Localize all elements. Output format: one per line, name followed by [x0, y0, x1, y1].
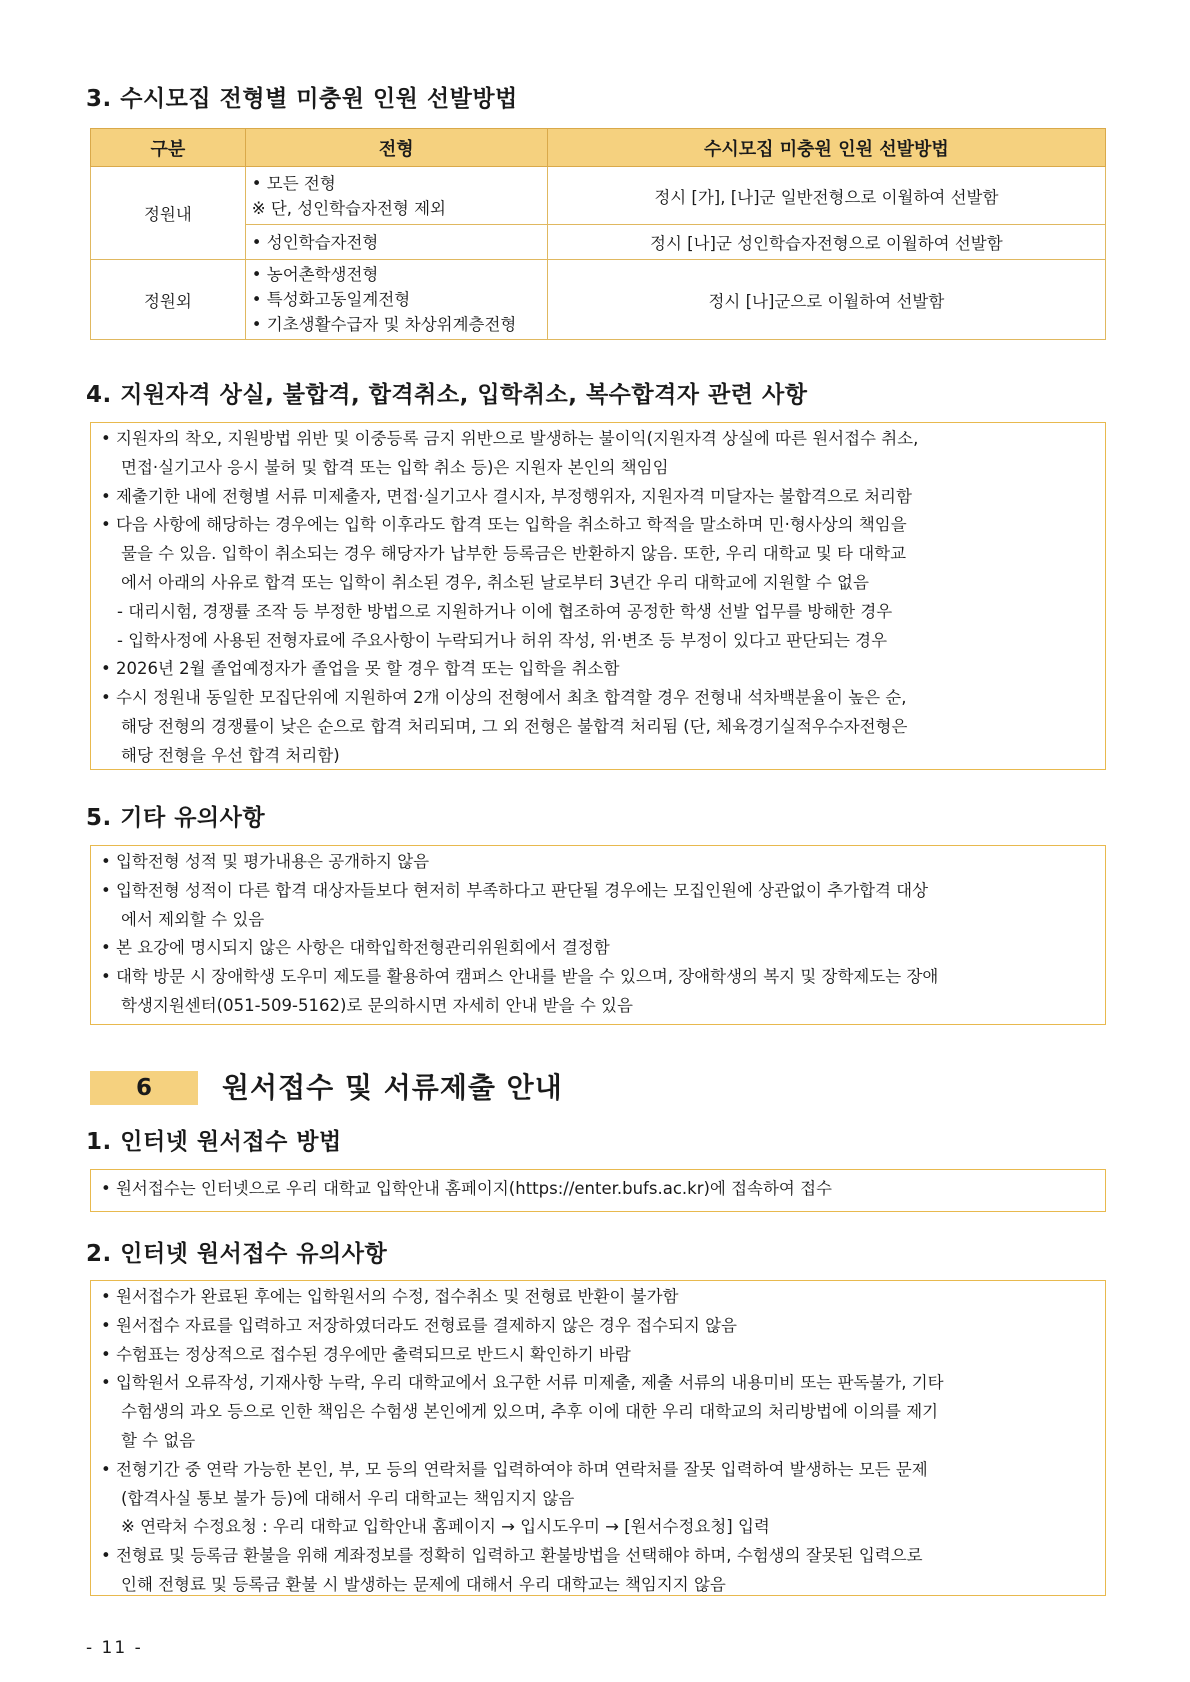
- list-item: • 전형기간 중 연락 가능한 본인, 부, 모 등의 연락처를 입력하여야 하며 연락처를 잘못 입력하여 발생하는 모든 문제: [101, 1459, 928, 1479]
- list-item: • 2026년 2월 졸업예정자가 졸업을 못 할 경우 합격 또는 입학을 취소함: [101, 659, 620, 679]
- type-cell: [245, 167, 547, 225]
- online-application-notes-box: [90, 1280, 1106, 1596]
- selection-method-table: [90, 128, 1106, 340]
- list-item-continued: 학생지원센터(051-509-5162)로 문의하시면 자세히 안내 받을 수 있음: [121, 995, 633, 1015]
- group-cell: 정원내: [91, 167, 246, 260]
- type-line: • 기초생활수급자 및 차상위계층전형: [251, 315, 517, 334]
- list-item-continued: 면접·실기고사 응시 불허 및 합격 또는 입학 취소 등)은 지원자 본인의 책임임: [121, 457, 669, 477]
- group-cell: 정원외: [91, 260, 246, 340]
- type-line: • 특성화고동일계전형: [251, 290, 411, 309]
- list-item: • 입학원서 오류작성, 기재사항 누락, 우리 대학교에서 요구한 서류 미제출, 제출 서류의 내용미비 또는 판독불가, 기타: [101, 1373, 944, 1393]
- sub-list-item: - 입학사정에 사용된 전형자료에 주요사항이 누락되거나 허위 작성, 위·변조 등 부정이 있다고 판단되는 경우: [117, 630, 888, 650]
- list-item: • 다음 사항에 해당하는 경우에는 입학 이후라도 합격 또는 입학을 취소하고 학적을 말소하며 민·형사상의 책임을: [101, 515, 907, 535]
- type-cell: [245, 260, 547, 340]
- type-note: ※ 단, 성인학습자전형 제외: [251, 198, 446, 218]
- list-item: • 제출기한 내에 전형별 서류 미제출자, 면접·실기고사 결시자, 부정행위자, 지원자격 미달자는 불합격으로 처리함: [101, 486, 912, 506]
- method-cell: 정시 [나]군으로 이월하여 선발함: [547, 260, 1105, 340]
- list-item: • 원서접수 자료를 입력하고 저장하였더라도 전형료를 결제하지 않은 경우 접수되지 않음: [101, 1315, 737, 1335]
- list-item: • 지원자의 착오, 지원방법 위반 및 이중등록 금지 위반으로 발생하는 불이익(지원자격 상실에 따른 원서접수 취소,: [101, 429, 919, 448]
- sub-list-item: - 대리시험, 경쟁률 조작 등 부정한 방법으로 지원하거나 이에 협조하여 공정한 학생 선발 업무를 방해한 경우: [117, 601, 893, 621]
- list-item-continued: 물을 수 있음. 입학이 취소되는 경우 해당자가 납부한 등록금은 반환하지 않음. 또한, 우리 대학교 및 타 대학교: [121, 544, 907, 564]
- list-item: • 원서접수는 인터넷으로 우리 대학교 입학안내 홈페이지(https://enter.bufs.ac.kr)에 접속하여 접수: [101, 1179, 832, 1198]
- list-item-continued: 에서 아래의 사유로 합격 또는 입학이 취소된 경우, 취소된 날로부터 3년간 우리 대학교에 지원할 수 없음: [121, 572, 869, 592]
- list-item-continued: 할 수 없음: [121, 1430, 196, 1450]
- online-application-method-box: [90, 1169, 1106, 1212]
- type-line: • 성인학습자전형: [251, 232, 379, 252]
- list-item: • 입학전형 성적 및 평가내용은 공개하지 않음: [101, 852, 430, 871]
- subsection-6-1-title: 1. 인터넷 원서접수 방법: [86, 1129, 342, 1155]
- list-item: • 전형료 및 등록금 환불을 위해 계좌정보를 정확히 입력하고 환불방법을 선택해야 하며, 수험생의 잘못된 입력으로: [101, 1546, 923, 1566]
- list-item: • 수험표는 정상적으로 접수된 경우에만 출력되므로 반드시 확인하기 바람: [101, 1344, 631, 1364]
- table-header-cell: 전형: [245, 129, 547, 167]
- list-item-continued: 해당 전형의 경쟁률이 낮은 순으로 합격 처리되며, 그 외 전형은 불합격 처리됨 (단, 체육경기실적우수자전형은: [121, 716, 908, 736]
- table-header-cell: 수시모집 미충원 인원 선발방법: [547, 129, 1105, 167]
- list-item-continued: (합격사실 통보 불가 등)에 대해서 우리 대학교는 책임지지 않음: [121, 1488, 575, 1508]
- list-item: • 입학전형 성적이 다른 합격 대상자들보다 현저히 부족하다고 판단될 경우에는 모집인원에 상관없이 추가합격 대상: [101, 880, 929, 900]
- list-item: • 대학 방문 시 장애학생 도우미 제도를 활용하여 캠퍼스 안내를 받을 수 있으며, 장애학생의 복지 및 장학제도는 장애: [101, 967, 939, 987]
- section-6-title: 원서접수 및 서류제출 안내: [222, 1071, 563, 1104]
- method-cell: 정시 [나]군 성인학습자전형으로 이월하여 선발함: [547, 225, 1105, 260]
- disqualification-notice-box: [90, 422, 1106, 770]
- table-row: [91, 167, 1106, 225]
- section-6-number: 6: [90, 1071, 198, 1105]
- list-item: • 본 요강에 명시되지 않은 사항은 대학입학전형관리위원회에서 결정함: [101, 938, 610, 958]
- list-item-note: ※ 연락처 수정요청 : 우리 대학교 입학안내 홈페이지 → 입시도우미 → [원서수정요청] 입력: [121, 1517, 770, 1537]
- section-5-title: 5. 기타 유의사항: [86, 805, 266, 831]
- list-item-continued: 해당 전형을 우선 합격 처리함): [121, 745, 340, 765]
- list-item: • 원서접수가 완료된 후에는 입학원서의 수정, 접수취소 및 전형료 반환이 불가함: [101, 1287, 679, 1306]
- type-cell: [245, 225, 547, 260]
- subsection-6-2-title: 2. 인터넷 원서접수 유의사항: [86, 1241, 388, 1267]
- method-cell: 정시 [가], [나]군 일반전형으로 이월하여 선발함: [547, 167, 1105, 225]
- type-line: • 모든 전형: [251, 173, 336, 193]
- list-item: • 수시 정원내 동일한 모집단위에 지원하여 2개 이상의 전형에서 최초 합격할 경우 전형내 석차백분율이 높은 순,: [101, 688, 907, 708]
- list-item-continued: 인해 전형료 및 등록금 환불 시 발생하는 문제에 대해서 우리 대학교는 책임지지 않음: [121, 1574, 726, 1594]
- other-notes-box: [90, 845, 1106, 1025]
- table-header-cell: 구분: [91, 129, 246, 167]
- table-row: [91, 260, 1106, 340]
- section-4-title: 4. 지원자격 상실, 불합격, 합격취소, 입학취소, 복수합격자 관련 사항: [86, 382, 808, 408]
- type-line: • 농어촌학생전형: [251, 265, 379, 284]
- list-item-continued: 수험생의 과오 등으로 인한 책임은 수험생 본인에게 있으며, 추후 이에 대한 우리 대학교의 처리방법에 이의를 제기: [121, 1402, 939, 1422]
- page-number: - 11 -: [86, 1638, 143, 1658]
- list-item-continued: 에서 제외할 수 있음: [121, 909, 265, 929]
- section-3-title: 3. 수시모집 전형별 미충원 인원 선발방법: [86, 86, 518, 112]
- table-header-row: [91, 129, 1106, 167]
